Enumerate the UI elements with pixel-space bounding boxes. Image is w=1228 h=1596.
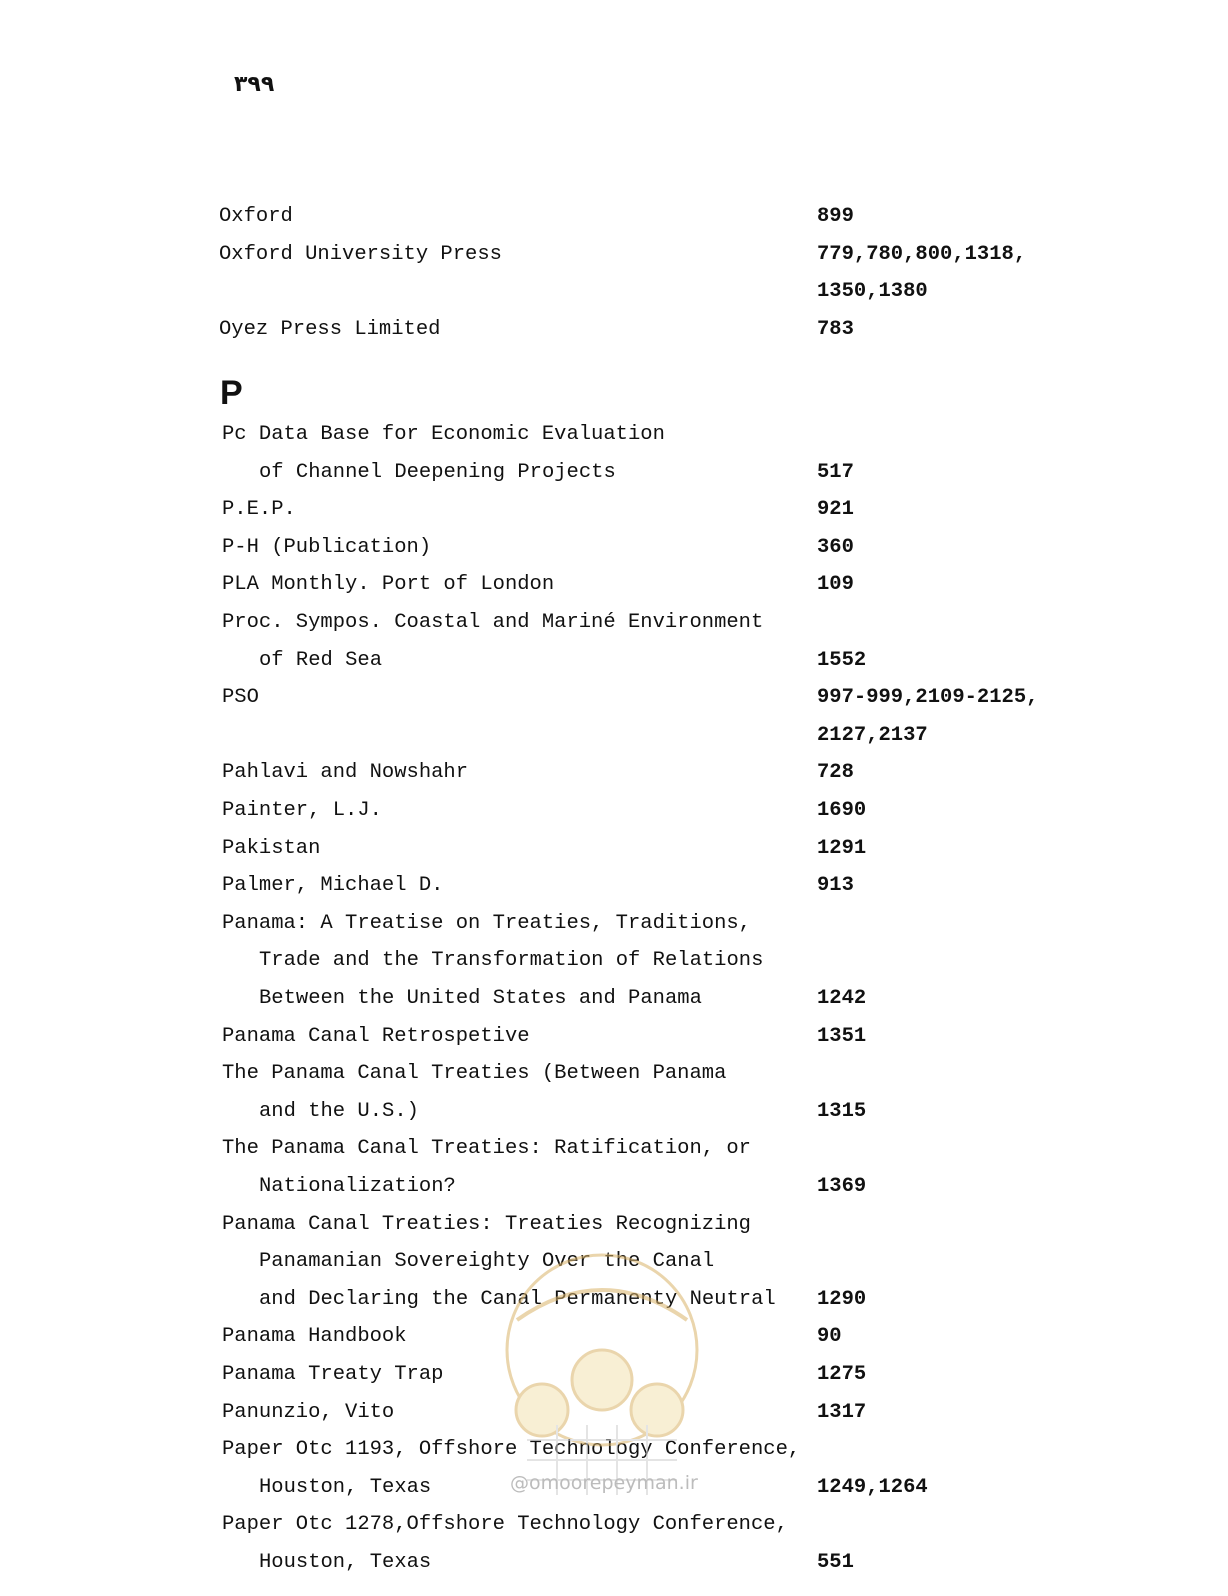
index-entry-term: Trade and the Transformation of Relations (259, 949, 764, 973)
index-entry-pages: 551 (817, 1551, 854, 1574)
index-entry-term: P-H (Publication) (222, 535, 432, 559)
index-entry-term: Between the United States and Panama (259, 987, 702, 1010)
index-entry-term: Panunzio, Vito (222, 1400, 395, 1424)
index-entry-pages: 1242 (817, 987, 867, 1010)
index-entry-pages: 90 (817, 1325, 842, 1349)
index-entry-pages: 1291 (817, 836, 867, 860)
index-entry-pages: 1315 (817, 1099, 867, 1123)
index-entry-pages: 899 (817, 205, 854, 228)
index-entry-term: Painter, L.J. (222, 799, 382, 822)
index-entry-term: PSO (222, 686, 259, 710)
index-entry-pages: 1290 (817, 1287, 867, 1311)
index-entry-pages: 1249,1264 (817, 1475, 928, 1499)
index-entry-term: Panama Canal Retrospetive (222, 1024, 530, 1048)
index-entry-pages: 109 (817, 573, 854, 597)
index-entry-term: The Panama Canal Treaties (Between Panama (222, 1062, 727, 1086)
index-entry-term: PLA Monthly. Port of London (222, 573, 555, 597)
index-entry-term: Oyez Press Limited (219, 317, 441, 341)
index-entry-term: Houston, Texas (259, 1551, 432, 1574)
index-entry-term: Panamanian Sovereighty Over the Canal (259, 1250, 715, 1274)
index-entry-term: Panama Handbook (222, 1325, 407, 1349)
index-entry-pages: 1317 (817, 1400, 867, 1424)
index-entry-pages: 1369 (817, 1175, 867, 1198)
index-entry-pages: 921 (817, 498, 854, 522)
index-entry-term: Oxford (219, 205, 293, 228)
index-entry-pages: 1350,1380 (817, 280, 928, 303)
index-entry-term: and Declaring the Canal Permanenty Neutral (259, 1287, 776, 1311)
index-entry-pages: 783 (817, 317, 854, 341)
index-entry-term: P.E.P. (222, 498, 296, 522)
index-entry-pages: 1351 (817, 1024, 867, 1048)
index-entry-term: and the U.S.) (259, 1099, 419, 1123)
index-entry-pages: 517 (817, 460, 854, 484)
index-entry-pages: 779,780,800,1318, (817, 242, 1027, 266)
index-entry-term: Panama: A Treatise on Treaties, Traditions, (222, 911, 751, 935)
index-entry-pages: 1552 (817, 648, 867, 672)
index-entry-term: of Channel Deepening Projects (259, 460, 616, 484)
index-entry-term: Paper Otc 1278,Offshore Technology Conference, (222, 1513, 788, 1537)
index-entry-pages: 1690 (817, 799, 867, 822)
index-entry-term: Panama Treaty Trap (222, 1363, 444, 1386)
section-letter: P (220, 374, 243, 412)
index-entry-pages: 997-999,2109-2125, (817, 686, 1039, 710)
index-entry-pages: 360 (817, 535, 854, 559)
index-entry-pages: 913 (817, 874, 854, 898)
index-entry-term: Paper Otc 1193, Offshore Technology Conference, (222, 1438, 801, 1462)
index-entry-term: Panama Canal Treaties: Treaties Recognizing (222, 1212, 751, 1236)
index-entry-term: Pakistan (222, 836, 321, 860)
index-entry-term: Pc Data Base for Economic Evaluation (222, 423, 665, 446)
index-entry-term: Nationalization? (259, 1175, 456, 1198)
page-number: ۳۹۹ (234, 72, 275, 97)
index-entry-term: Proc. Sympos. Coastal and Mariné Environment (222, 611, 764, 634)
index-entry-term: Pahlavi and Nowshahr (222, 761, 469, 785)
index-entry-term: The Panama Canal Treaties: Ratification, or (222, 1137, 751, 1161)
index-entry-term: of Red Sea (259, 648, 383, 672)
index-entry-pages: 1275 (817, 1363, 867, 1386)
index-entry-term: Palmer, Michael D. (222, 874, 444, 898)
index-entry-pages: 728 (817, 761, 854, 785)
index-entry-term: Houston, Texas (259, 1475, 432, 1499)
index-entry-pages: 2127,2137 (817, 723, 928, 747)
index-entry-term: Oxford University Press (219, 242, 502, 266)
watermark-text: @omoorepeyman.ir (510, 1472, 698, 1494)
